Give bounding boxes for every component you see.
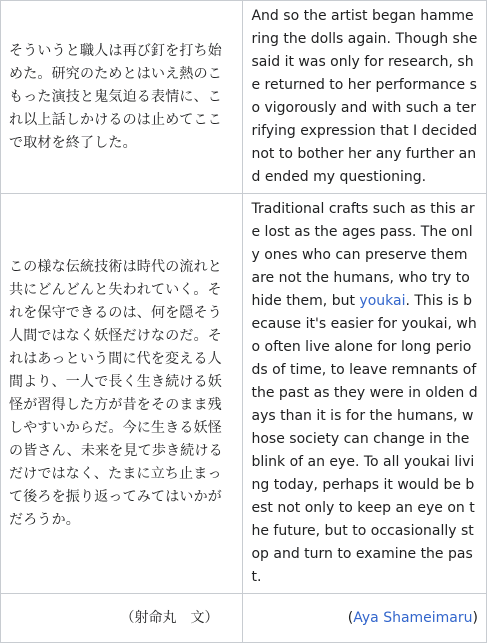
japanese-cell: そういうと職人は再び釘を打ち始めた。研究のためとはいえ熱のこもった演技と鬼気迫る表情に、これ以上話しかけるのは止めてここで取材を終了した。 [1,1,243,194]
signature-paren-open: ( [347,609,354,626]
signature-paren-close: ) [472,609,478,626]
english-cell [243,194,487,594]
english-text: Traditional crafts such as this are lost as the ages pass. The only ones who can preserve them are not the humans, who try to hide them, but [251,201,475,309]
signature-japanese: （射命丸 文） [1,594,243,643]
signature-row [1,594,487,643]
japanese-cell: この様な伝統技術は時代の流れと共にどんどんと失われていく。それを保守できるのは、何を隠そう人間ではなく妖怪だけなのだ。それはあっという間に代を変える人間より、一人で長く生き続ける妖怪が習得した方が昔をそのまま残しやすいからだ。今に生きる妖怪の皆さん、未来を見て歩き続けるだけではなく、たまに立ち止まって後ろを振り返ってみてはいかがだろうか。 [1,194,243,594]
table-row [1,194,487,594]
aya-shameimaru-link[interactable]: Aya Shameimaru [353,609,473,626]
signature-english [243,594,487,643]
english-text: . This is because it's easier for youkai, who often live alone for long periods of time, to leave remnants of the past as they were in olden days than it is for the humans, whose society can change in the blink of an eye. To all youkai living today, perhaps it would be best not only to keep an eye on the future, but to occasionally stop and turn to examine the past. [251,293,478,585]
table-row [1,1,487,194]
english-cell: And so the artist began hammering the dolls again. Though she said it was only for research, she returned to her performance so vigorously and with such a terrifying expression that I decided not to bother her any further and ended my questioning. [243,1,487,194]
youkai-link[interactable]: youkai [359,293,406,309]
